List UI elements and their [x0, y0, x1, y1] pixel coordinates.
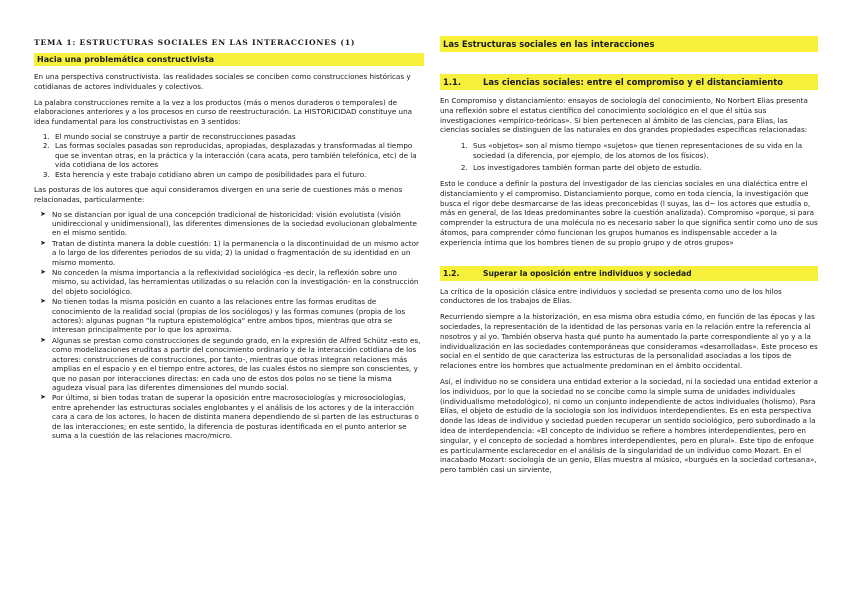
paragraph: La crítica de la oposición clásica entre individuos y sociedad se presenta como uno de los hilos conductores de los trabajos de Elias.: [440, 286, 782, 306]
arrow-bullet-icon: ➤: [40, 393, 46, 402]
list-item: ➤ Algunas se prestan como construcciones de segundo grado, en la expresión de Alfred Schütz -esto es, como modelizaciones eruditas a partir del conocimiento ordinario y de la interacción cotidiana de los actores: construcciones de construcciones, por tanto-, mientras que otras integran relaciones más amplias en el espacio y en el tiempo entre actores, de las cuales éstos no siempre son conscientes, y que no pasan por interacciones directas: en cada uno de estos dos polos no se tiene la misma agudeza visual para las diferentes dimensiones del mundo social.: [40, 335, 421, 392]
arrow-bullet-icon: ➤: [40, 238, 46, 247]
section-heading: [440, 74, 818, 90]
right-column: [440, 0, 818, 475]
list-item: 2. Las formas sociales pasadas son reproducidas, apropiadas, desplazadas y transformadas al tiempo que se inventan otras, en la práctica y la interacción (cara acata, pero también telefónica, etc) de la vida cotidiana de los actores: [52, 141, 424, 169]
list-item: ➤ No se distancian por igual de una concepción tradicional de historicidad: visión evolutista (visión unidireccional y unidimensional), las diferentes dimensiones de la sociedad evolucionan globalmente en el mismo sentido.: [40, 209, 417, 238]
list-item: 2. Los investigadores también forman parte del objeto de estudio.: [470, 163, 818, 173]
list-item: ➤ No conceden la misma importancia a la reflexividad sociológica -es decir, la reflexión sobre uno mismo, su actividad, las herramientas utilizadas o su relación con la investigación- en la construcción del objeto sociológico.: [40, 268, 419, 296]
section-subtitle: Hacia una problemática constructivista: [34, 53, 424, 66]
list-item: ➤ Tratan de distinta manera la doble cuestión: 1) la permanencia o la discontinuidad de un mismo actor a lo largo de los diferentes periodos de su vida; 2) la unidad o fragmentación de su identidad en un mismo momento.: [40, 238, 419, 267]
list-item: 1. Sus «objetos» son al mismo tiempo «sujetos» que tienen representaciones de su vida en la sociedad (a diferencia, por ejemplo, de los atomos de los físicos).: [470, 141, 818, 160]
list-item: ➤ No tienen todas la misma posición en cuanto a las relaciones entre las formas eruditas de conocimiento de la realidad social (propias de los sociólogos) y las formas comunes (propia de los actores): algunas pugnan "la ruptura epistemológica" entre ambos tipos, mientras que otra se interesan principalmente por lo que los aproxima.: [40, 297, 406, 335]
arrow-bullet-icon: ➤: [40, 209, 46, 218]
paragraph: Esto le conduce a definir la postura del investigador de las ciencias sociales en una dialéctica entre el distanciamiento y el compromiso. Distanciamiento porque, como en toda ciencia, la investigación que busca el rigor debe desmarcarse de las ideas preconcebidas (l suyas, las d~ los actores que estudia o, más en general, de las Ideas predominantes sobre la cuestión analizada). Compromiso «porque, si para comprender la estructura de una molécula no es necesario saber lo que significa sentir como uno de sus átomos, para comprender cómo funcionan los grupos humanos es indispensable acceder a la experiencia íntima que los hombres tienen de su propio grupo y de otros grupos»: [440, 178, 818, 247]
list-item: 1. El mundo social se construye a partir de reconstrucciones pasadas: [52, 132, 424, 141]
section-title: Superar la oposición entre individuos y sociedad: [483, 268, 692, 278]
section-number: 1.1.: [443, 77, 462, 87]
page-title: TEMA 1: ESTRUCTURAS SOCIALES EN LAS INTERACCIONES (1): [34, 38, 356, 47]
bullet-list: [34, 210, 424, 441]
arrow-bullet-icon: ➤: [40, 268, 46, 277]
right-title: Las Estructuras sociales en las interacciones: [440, 36, 818, 52]
ordered-list: [440, 141, 818, 173]
section-heading: [440, 266, 818, 281]
paragraph: En Compromiso y distanciamiento: ensayos de sociología del conocimiento, No Norbert Elias presenta una reflexión sobre el estatus científico del conocimiento sociológico en el que él sitúa sus investigaciones «empírico-teóricas». Si bien pertenecen al ámbito de las ciencias, para Elias, las ciencias sociales se distinguen de las naturales en dos grandes propiedades específicas relacionadas:: [440, 96, 808, 135]
paragraph: La palabra construcciones remite a la vez a los productos (más o menos duraderos o temporales) de elaboraciones anteriores y a los procesos en curso de reestructuración. La HISTORICIDAD constituye una idea fundamental para los constructivistas en 3 sentidos:: [34, 97, 413, 127]
list-item: 3. Esta herencia y este trabajo cotidiano abren un campo de posibilidades para el futuro.: [52, 170, 424, 179]
section-title: Las ciencias sociales: entre el compromiso y el distanciamiento: [483, 77, 783, 87]
arrow-bullet-icon: ➤: [40, 335, 46, 344]
ordered-list: [34, 132, 424, 179]
left-column: [34, 0, 424, 441]
paragraph: Recurriendo siempre a la historización, en esa misma obra estudia cómo, en función de las épocas y las sociedades, la representación de la identidad de las personas varía en la relación entre la referencia al nosotros y al yo. También observa hasta qué punto ha aumentado la parte correspondiente al yo y a la individualización en las sociedades contemporáneas que consideramos «desarrolladas». Este proceso es social en el sentido de que caracteriza las estructuras de la personalidad asociadas a los tipos de relaciones entre los hombres que actualmente predominan en el ámbito occidental.: [440, 312, 818, 371]
arrow-bullet-icon: ➤: [40, 297, 46, 306]
paragraph: Las posturas de los autores que aquí consideramos divergen en una serie de cuestiones más o menos relacionadas, particularmente:: [34, 185, 403, 204]
section-number: 1.2.: [443, 268, 460, 278]
paragraph: Así, el individuo no se considera una entidad exterior a la sociedad, ni la sociedad una entidad exterior a los individuos, por lo que la sociedad no se concibe como la simple suma de unidades individuales (individualismo metodológico), ni como un conjunto independiente de actos individuales (holismo). Para Elías, el objeto de estudio de la sociología son los individuos interdependientes. Es en esta perspectiva donde las ideas de individuo y sociedad pueden recuperar un sentido sociológico, pero subordinado a la idea de interdependencia: «El concepto de individuo se refiere a hombres interdependientes, pero en singular, y el concepto de sociedad a hombres interdependientes, pero en plural». Este tipo de enfoque es particularmente esclarecedor en el análisis de la singularidad de un individuo como Mozart. En el inacabado Mozart: sociología de un genio, Elías muestra al músico, «burgués en la sociedad cortesana», pero también casi un sirviente,: [440, 376, 818, 475]
list-item: ➤ Por último, si bien todas tratan de superar la oposición entre macrosociologías y microsociologías, entre aprehender las estructuras sociales englobantes y el análisis de los actores y de la interacción cara a cara de los actores, lo hacen de distinta manera dependiendo de si parten de las estructuras o de las interacciones; en este sentido, la diferencia de posturas identificada en el punto anterior se suma a la cuestión de las relaciones macro/micro.: [40, 393, 419, 440]
paragraph: En una perspectiva constructivista. las realidades sociales se conciben como construcciones históricas y cotidianas de actores individuales y colectivos.: [34, 72, 411, 91]
